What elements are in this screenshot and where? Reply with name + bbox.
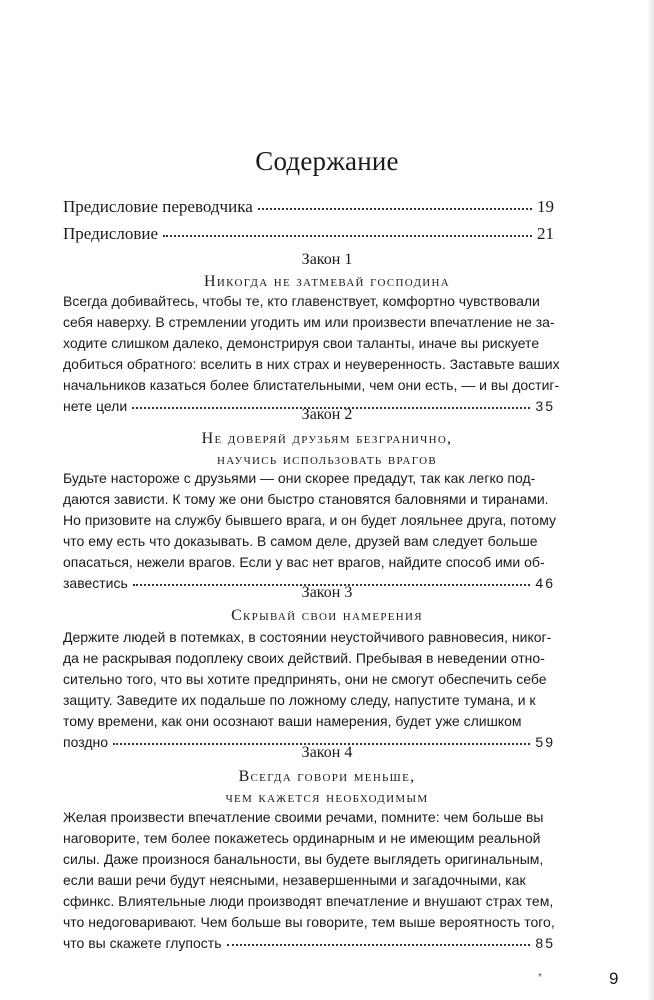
dot-leader [227,940,531,946]
desc-line: добиться обратного: вселить в них страх и неуверенность. Заставьте ваших [63,356,560,372]
page-number: 9 [609,969,619,988]
desc-end-text: что вы скажете глупость [63,935,222,951]
dot-leader [163,231,532,237]
desc-line: Всегда добивайтесь, чтобы те, кто главенствует, комфортно чувствовали [63,293,540,309]
law-heading: Закон 2 [301,406,353,423]
law-page-number: 85 [535,935,555,951]
law-description [63,291,560,417]
desc-line: даются зависти. К тому же они быстро становятся баловнями и тиранами. [63,491,549,507]
page-title: Содержание [255,146,399,176]
toc-entry-label: Предисловие [63,224,159,243]
law-page-number: 46 [535,575,555,591]
desc-line: силы. Даже произнося банальности, вы будете выглядеть оригинальным, [63,851,544,867]
law-title-line: Не доверяй друзьям безгранично, [201,430,453,447]
scan-edge [647,0,654,1000]
desc-line: что ему есть что доказывать. В самом деле, друзей вам следует больше [63,533,538,549]
desc-end-text: нете цели [63,398,128,414]
law-heading: Закон 3 [301,584,353,601]
toc-entry-translator-preface [63,197,554,217]
desc-line: защиту. Заведите их подальше по ложному следу, напустите тумана, и к [63,692,536,708]
scan-mark: * [538,972,542,983]
desc-line: себя наверху. В стремлении угодить им или произвести впечатление не за- [63,314,555,330]
desc-line: сфинкс. Влиятельные люди производят впечатление и внушают страх тем, [63,893,554,909]
desc-line: что недоговаривают. Чем больше вы говорите, тем выше вероятность того, [63,914,555,930]
law-description [63,807,555,954]
law-title-line: Скрывай свои намерения [231,607,423,624]
toc-entry-page: 21 [537,224,554,243]
law-title [0,428,654,470]
toc-entry-page: 19 [537,197,554,216]
law-description [63,627,555,753]
desc-line: Желая произвести впечатление своими речами, помните: чем больше вы [63,809,544,825]
desc-end-text: поздно [63,734,109,750]
law-title [0,766,654,808]
law-title [0,271,654,292]
law-title-line: Всегда говори меньше, [238,768,416,785]
desc-end-line [63,933,555,954]
desc-line: начальников казаться более блистательными, чем они есть, — и вы достиг- [63,377,560,393]
desc-line: сительно того, что вы хотите предпринять, они не смогут обеспечить себе [63,671,547,687]
toc-entry-label: Предисловие переводчика [63,197,253,216]
desc-line: опасаться, нежели врагов. Если у вас нет врагов, найдите способ ими об- [63,554,545,570]
toc-entry-preface [63,224,554,244]
law-page-number: 59 [535,734,555,750]
dot-leader [258,204,532,210]
desc-line: тому времени, как они осознают ваши намерения, будет уже слишком [63,713,522,729]
desc-line: наговорите, тем более покажетесь ординарным и не имеющим реальной [63,830,541,846]
desc-line: Будьте настороже с друзьями — они скорее предадут, так как легко под- [63,470,536,486]
law-title [0,605,654,626]
law-title-line: чем кажется необходимым [225,789,429,806]
desc-end-text: завестись [63,575,128,591]
law-heading: Закон 4 [301,744,353,761]
desc-line: ходите слишком далеко, демонстрируя свои таланты, иначе вы рискуете [63,335,540,351]
desc-line: да не раскрывая подоплеку своих действий. Пребывая в неведении отно- [63,650,545,666]
law-title-line: научись использовать врагов [216,451,437,468]
law-title-line: Никогда не затмевай господина [204,273,450,290]
desc-line: Но призовите на службу бывшего врага, и он будет лояльнее друга, потому [63,512,557,528]
law-page-number: 35 [535,398,555,414]
desc-line: если ваши речи будут неясными, незавершенными и загадочными, как [63,872,526,888]
law-heading: Закон 1 [301,251,353,268]
law-description [63,468,555,594]
desc-line: Держите людей в потемках, в состоянии неустойчивого равновесия, никог- [63,629,552,645]
